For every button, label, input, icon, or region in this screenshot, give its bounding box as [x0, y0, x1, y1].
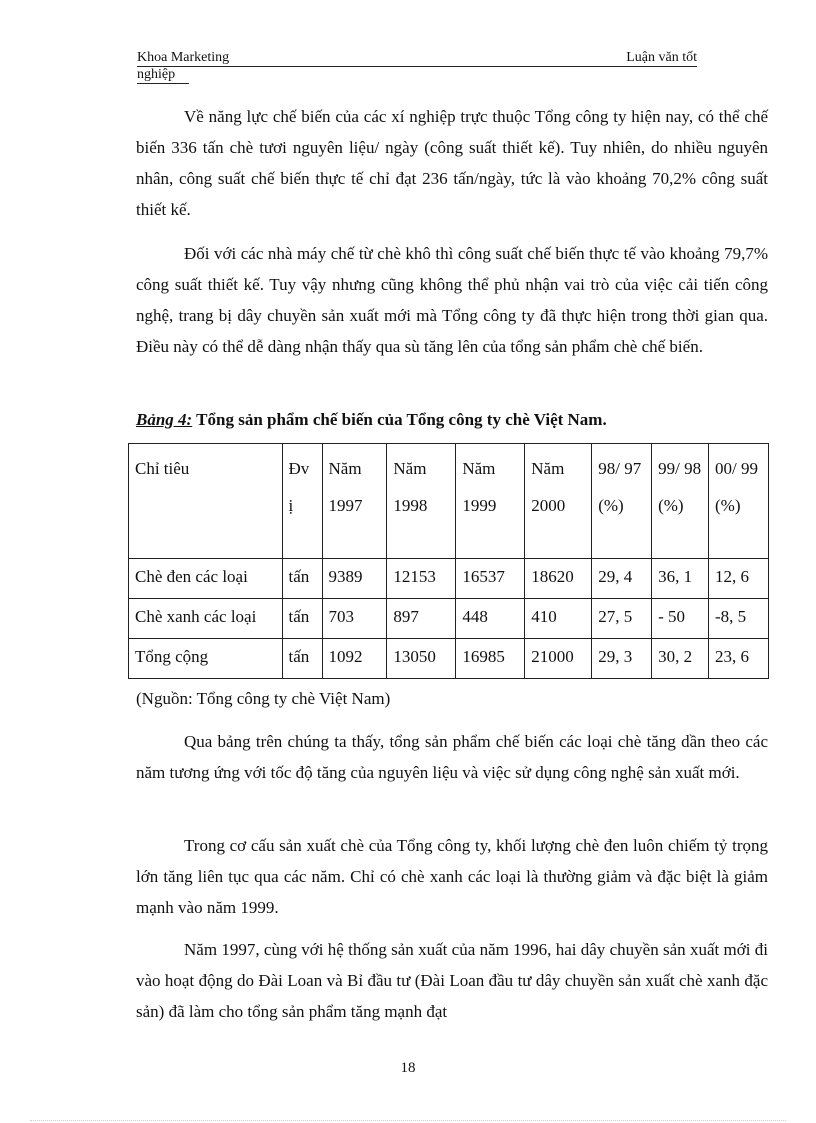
- page-header: [137, 50, 697, 84]
- paragraph-analysis: [136, 726, 768, 788]
- table-header-row: [129, 444, 769, 559]
- header-cell: Năm 1998: [387, 444, 456, 559]
- row-label-cell: Chè đen các loại: [129, 559, 283, 599]
- table-cell: tấn: [282, 639, 322, 679]
- table-cell: tấn: [282, 599, 322, 639]
- table-cell: 13050: [387, 639, 456, 679]
- table-source: (Nguồn: Tổng công ty chè Việt Nam): [136, 689, 391, 708]
- table-cell: -8, 5: [709, 599, 769, 639]
- header-cell: Năm 1999: [456, 444, 525, 559]
- header-cell: 00/ 99 (%): [709, 444, 769, 559]
- row-label-cell: Chè xanh các loại: [129, 599, 283, 639]
- table-cell: 703: [322, 599, 387, 639]
- table-cell: 897: [387, 599, 456, 639]
- table-cell: 410: [525, 599, 592, 639]
- paragraph-1997: [136, 934, 768, 1027]
- table-cell: 9389: [322, 559, 387, 599]
- header-faculty: Khoa Marketing: [137, 50, 230, 65]
- table-caption: [136, 410, 607, 430]
- table-cell: 21000: [525, 639, 592, 679]
- table-cell: 36, 1: [652, 559, 709, 599]
- header-cell: Đv ị: [282, 444, 322, 559]
- paragraph-dry-tea-capacity: [136, 238, 768, 362]
- table-row: [129, 599, 769, 639]
- table-cell: 12, 6: [709, 559, 769, 599]
- page-number: 18: [400, 1060, 416, 1076]
- paragraph: Về năng lực chế biến của các xí nghiệp trực thuộc Tổng công ty hiện nay, có thể chế biến 336 tấn chè tươi nguyên liệu/ ngày (công suất thiết kế). Tuy nhiên, do nhiều nguyên nhân, công suất chế biến thực tế chỉ đạt 236 tấn/ngày, tức là vào khoảng 70,2% công suất thiết kế.: [136, 107, 768, 219]
- paragraph-capacity: [136, 101, 768, 225]
- table-cell: tấn: [282, 559, 322, 599]
- header-row: [137, 50, 697, 67]
- table-cell: 23, 6: [709, 639, 769, 679]
- header-cell: Năm 1997: [322, 444, 387, 559]
- table-cell: 29, 4: [592, 559, 652, 599]
- table-caption-text: Tổng sản phẩm chế biến của Tổng công ty chè Việt Nam.: [192, 410, 607, 429]
- paragraph: Năm 1997, cùng với hệ thống sản xuất của năm 1996, hai dây chuyền sản xuất mới đi vào hoạt động do Đài Loan và Bỉ đầu tư (Đài Loan đầu tư dây chuyền sản xuất chè xanh đặc sản) đã làm cho tổng sản phẩm tăng mạnh đạt: [136, 940, 768, 1021]
- paragraph: Trong cơ cấu sản xuất chè của Tổng công ty, khối lượng chè đen luôn chiếm tỷ trọng lớn tăng liên tục qua các năm. Chỉ có chè xanh các loại là thường giảm và đặc biệt là giảm mạnh vào năm 1999.: [136, 836, 768, 917]
- paragraph: Đối với các nhà máy chế từ chè khô thì công suất chế biến thực tế vào khoảng 79,7% công suất thiết kế. Tuy vậy nhưng cũng không thể phủ nhận vai trò của việc cải tiến công nghệ, trang bị dây chuyền sản xuất mới mà Tổng công ty đã thực hiện trong thời gian qua. Điều này có thể dễ dàng nhận thấy qua sù tăng lên của tổng sản phẩm chè chế biến.: [136, 244, 768, 356]
- table-row: [129, 639, 769, 679]
- table-cell: - 50: [652, 599, 709, 639]
- table-cell: 29, 3: [592, 639, 652, 679]
- header-cell: 98/ 97 (%): [592, 444, 652, 559]
- table-cell: 16537: [456, 559, 525, 599]
- page-bottom-divider: [30, 1120, 786, 1121]
- table-cell: 12153: [387, 559, 456, 599]
- production-table: [128, 443, 769, 679]
- table-cell: 27, 5: [592, 599, 652, 639]
- table-row: [129, 559, 769, 599]
- header-continuation: nghiệp: [137, 67, 189, 84]
- header-cell: Năm 2000: [525, 444, 592, 559]
- header-cell: 99/ 98 (%): [652, 444, 709, 559]
- table-cell: 1092: [322, 639, 387, 679]
- header-cell: Chỉ tiêu: [129, 444, 283, 559]
- table-cell: 18620: [525, 559, 592, 599]
- table-cell: 448: [456, 599, 525, 639]
- table-caption-label: Bảng 4:: [136, 410, 193, 429]
- table-cell: 16985: [456, 639, 525, 679]
- header-document-type: Luận văn tốt: [626, 50, 697, 65]
- row-label-cell: Tổng cộng: [129, 639, 283, 679]
- table-cell: 30, 2: [652, 639, 709, 679]
- paragraph-structure: [136, 830, 768, 923]
- paragraph: Qua bảng trên chúng ta thấy, tổng sản phẩm chế biến các loại chè tăng dần theo các năm tương ứng với tốc độ tăng của nguyên liệu và việc sử dụng công nghệ sản xuất mới.: [136, 732, 768, 782]
